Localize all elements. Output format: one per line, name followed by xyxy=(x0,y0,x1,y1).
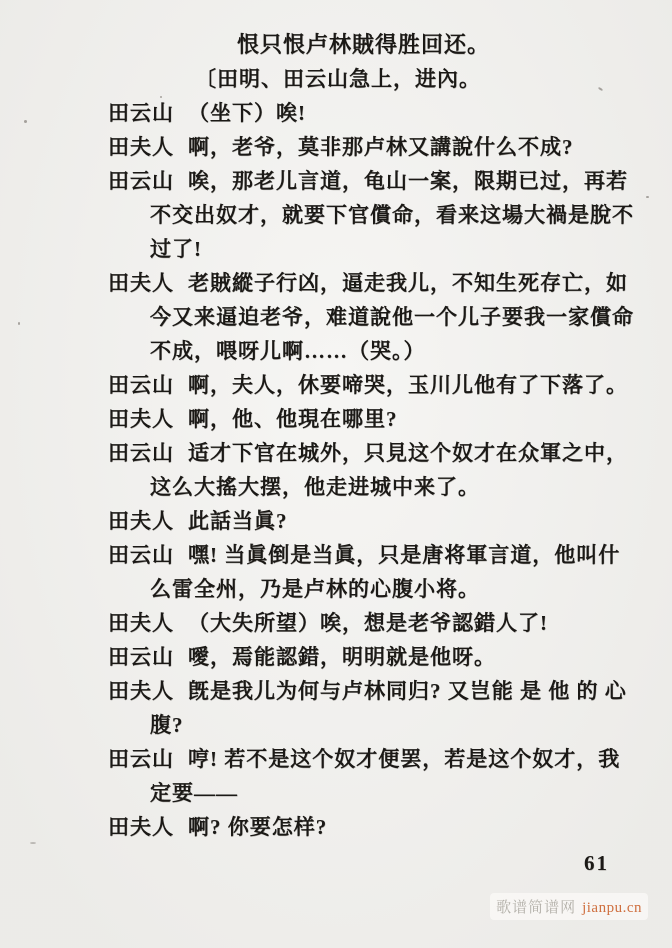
dialogue-line xyxy=(108,266,668,300)
script-text xyxy=(108,28,668,844)
dialogue-text: 今又来逼迫老爷，难道說他一个儿子要我一家償命 xyxy=(150,305,634,329)
dialogue-text: 过了! xyxy=(150,237,202,261)
dialogue-continuation xyxy=(150,300,668,334)
stage-direction-text: 〔田明、田云山急上，进內。 xyxy=(195,67,481,91)
speaker-name: 田云山 xyxy=(108,169,174,193)
dialogue-line xyxy=(108,368,668,402)
dialogue-text: 此話当眞? xyxy=(188,509,288,533)
dialogue-text: 么雷全州，乃是卢林的心腹小将。 xyxy=(150,577,480,601)
dialogue-line xyxy=(108,402,668,436)
scan-speck xyxy=(30,842,36,844)
speaker-name: 田云山 xyxy=(108,373,174,397)
watermark xyxy=(490,893,648,920)
dialogue-continuation xyxy=(150,572,668,606)
stage-direction xyxy=(195,62,668,96)
dialogue-text: 不交出奴才，就要下官償命，看来这場大禍是脫不 xyxy=(150,203,634,227)
dialogue-line xyxy=(108,436,668,470)
dialogue-text: 旣是我儿为何与卢林同归? 又岂能 是 他 的 心 xyxy=(188,679,627,703)
page-number: 61 xyxy=(584,851,609,875)
speaker-name: 田云山 xyxy=(108,645,174,669)
dialogue-text: 定要—— xyxy=(150,781,238,805)
dialogue-text: 哼! 若不是这个奴才便罢，若是这个奴才，我 xyxy=(188,747,621,771)
scene-title xyxy=(237,28,668,62)
dialogue-line xyxy=(108,810,668,844)
dialogue-continuation xyxy=(150,708,668,742)
dialogue-text: 适才下官在城外，只見这个奴才在众軍之中， xyxy=(188,441,628,465)
dialogue-continuation xyxy=(150,232,668,266)
dialogue-text: 老賊縱子行凶，逼走我儿，不知生死存亡，如 xyxy=(188,271,628,295)
speaker-name: 田夫人 xyxy=(108,679,174,703)
watermark-site-name: 歌谱简谱网 xyxy=(496,900,577,916)
dialogue-continuation xyxy=(150,470,668,504)
speaker-name: 田夫人 xyxy=(108,611,174,635)
speaker-name: 田夫人 xyxy=(108,509,174,533)
dialogue-line xyxy=(108,674,668,708)
dialogue-line xyxy=(108,130,668,164)
dialogue-text: 腹? xyxy=(150,713,184,737)
dialogue-line xyxy=(108,538,668,572)
scan-speck xyxy=(160,96,162,98)
dialogue-text: （坐下）唉! xyxy=(188,101,306,125)
dialogue-text: 这么大搖大摆，他走进城中来了。 xyxy=(150,475,480,499)
dialogue-continuation xyxy=(150,198,668,232)
dialogue-line xyxy=(108,504,668,538)
speaker-name: 田夫人 xyxy=(108,815,174,839)
dialogue-text: 噯，焉能認錯，明明就是他呀。 xyxy=(188,645,496,669)
dialogue-text: 啊，夫人，休要啼哭，玉川儿他有了下落了。 xyxy=(188,373,628,397)
dialogue-line xyxy=(108,96,668,130)
dialogue-continuation xyxy=(150,334,668,368)
dialogue-text: 啊，老爷，莫非那卢林又講說什么不成? xyxy=(188,135,574,159)
scene-title-text: 恨只恨卢林賊得胜回还。 xyxy=(237,32,491,57)
speaker-name: 田夫人 xyxy=(108,407,174,431)
dialogue-text: 啊? 你要怎样? xyxy=(188,815,328,839)
speaker-name: 田云山 xyxy=(108,543,174,567)
dialogue-text: 不成，喂呀儿啊……（哭。） xyxy=(150,339,426,363)
dialogue-text: （大失所望）唉，想是老爷認錯人了! xyxy=(188,611,548,635)
speaker-name: 田云山 xyxy=(108,747,174,771)
speaker-name: 田夫人 xyxy=(108,271,174,295)
dialogue-text: 嘿! 当眞倒是当眞，只是唐将軍言道，他叫什 xyxy=(188,543,621,567)
dialogue-line xyxy=(108,164,668,198)
scan-speck xyxy=(646,196,649,198)
speaker-name: 田云山 xyxy=(108,441,174,465)
dialogue-line xyxy=(108,742,668,776)
scan-speck xyxy=(24,120,27,123)
dialogue-line xyxy=(108,606,668,640)
dialogue-text: 啊，他、他現在哪里? xyxy=(188,407,398,431)
dialogue-line xyxy=(108,640,668,674)
scan-speck xyxy=(18,322,20,325)
speaker-name: 田夫人 xyxy=(108,135,174,159)
watermark-site-url: jianpu.cn xyxy=(582,900,642,916)
dialogue-continuation xyxy=(150,776,668,810)
dialogue-text: 唉，那老儿言道，龟山一案，限期已过，再若 xyxy=(188,169,628,193)
speaker-name: 田云山 xyxy=(108,101,174,125)
